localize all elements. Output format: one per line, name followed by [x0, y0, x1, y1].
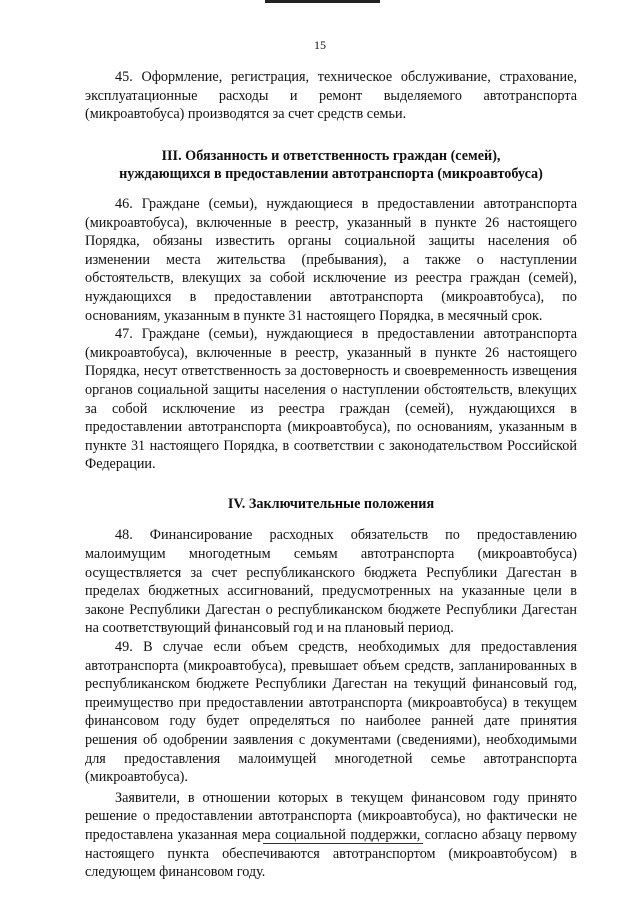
paragraph-47: 47. Граждане (семьи), нуждающиеся в предоставлении автотранспорта (микроавтобуса), включенные в реестр, указанный в пункте 26 настоящего Порядка, несут ответственность за достоверность и своевременность извещения органов социальной защиты населения о наступлении обстоятельств, влекущих за собой исключение из реестра граждан (семей), нуждающихся в предоставлении автотранспорта (микроавтобуса), по основаниям, указанным в пункте 31 настоящего Порядка, в соответствии с законодательством Российской Федерации.	[85, 326, 577, 473]
page-number: 15	[314, 38, 326, 52]
section-3-heading-line-1: III. Обязанность и ответственность граждан (семей),	[161, 147, 501, 164]
paragraph-45: 45. Оформление, регистрация, техническое обслуживание, страхование, эксплуатационные расходы и ремонт выделяемого автотранспорта (микроавтобуса) производятся за счет средств семьи.	[85, 69, 577, 123]
closing-rule	[263, 843, 423, 844]
paragraph-46: 46. Граждане (семьи), нуждающиеся в предоставлении автотранспорта (микроавтобуса), включенные в реестр, указанный в пункте 26 настоящего Порядка, обязаны известить органы социальной защиты населения об изменении места жительства (пребывания), а также о наступлении обстоятельств, влекущих за собой исключение из реестра граждан (семей), нуждающихся в предоставлении автотранспорта (микроавтобуса), по основаниям, указанным в пункте 31 настоящего Порядка, в месячный срок.	[85, 195, 577, 324]
section-3-heading	[85, 147, 577, 184]
document-body	[85, 68, 577, 882]
paragraph-49: 49. В случае если объем средств, необходимых для предоставления автотранспорта (микроавтобуса), превышает объем средств, запланированных в республиканском бюджете Республики Дагестан на текущий финансовый год, преимущество при предоставлении автотранспорта (микроавтобуса) в текущем финансовом году будет определяться по наиболее ранней дате принятия решения об одобрении заявления с документами (сведениями), необходимыми для предоставления малоимущей многодетной семье автотранспорта (микроавтобуса).	[85, 639, 577, 786]
paragraph-49-continuation: Заявители, в отношении которых в текущем финансовом году принято решение о предоставлении автотранспорта (микроавтобуса), но фактически не предоставлена указанная мера социальной поддержки, согласно абзацу первому настоящего пункта обеспечиваются автотранспортом (микроавтобусом) в следующем финансовом году.	[85, 789, 577, 881]
section-4-heading: IV. Заключительные положения	[227, 495, 435, 512]
paragraph-48: 48. Финансирование расходных обязательств по предоставлению малоимущим многодетным семьям автотранспорта (микроавтобуса) осуществляется за счет республиканского бюджета Республики Дагестан в пределах бюджетных ассигнований, предусмотренных на указанные цели в законе Республики Дагестан о республиканском бюджете Республики Дагестан на соответствующий финансовый год и на плановый период.	[85, 527, 577, 637]
section-3-heading-line-2: нуждающихся в предоставлении автотранспорта (микроавтобуса)	[119, 166, 543, 183]
top-edge-rule	[265, 0, 380, 3]
